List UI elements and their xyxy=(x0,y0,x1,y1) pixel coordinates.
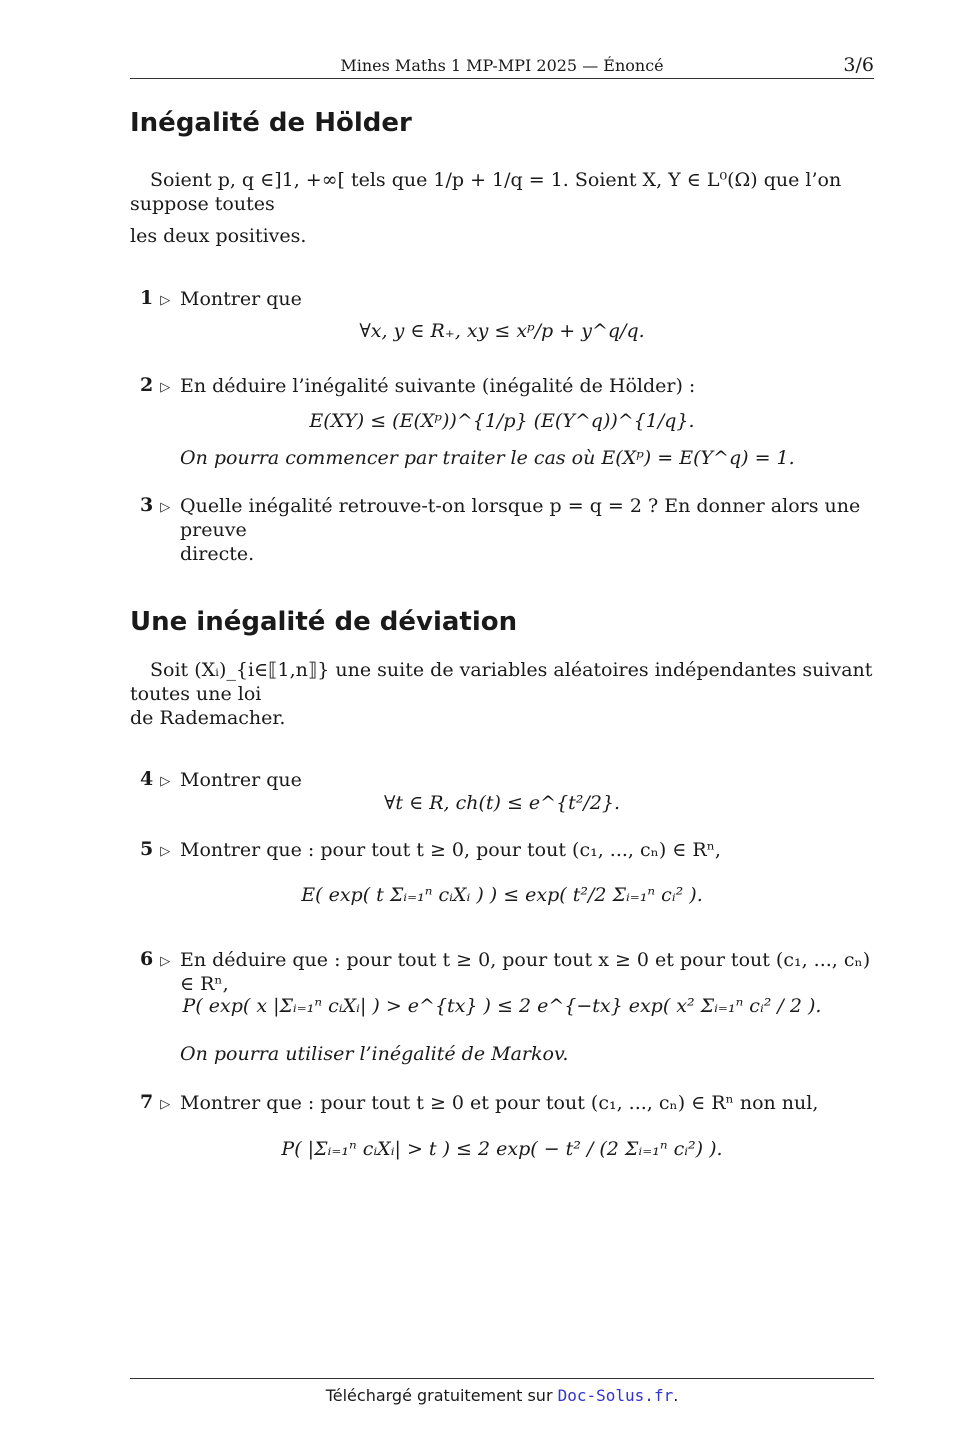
question-text: Montrer que xyxy=(180,769,302,791)
question-text: En déduire que : pour tout t ≥ 0, pour tout x ≥ 0 et pour tout (c₁, ..., cₙ) ∈ Rⁿ, xyxy=(180,949,871,995)
question-number: 6 ▷ xyxy=(140,948,171,970)
triangle-icon: ▷ xyxy=(160,500,171,515)
question-number: 5 ▷ xyxy=(140,838,171,860)
formula: P( exp( x |Σᵢ₌₁ⁿ cᵢXᵢ| ) > e^{tx} ) ≤ 2 e^{−tx} exp( x² Σᵢ₌₁ⁿ cᵢ² / 2 ). xyxy=(182,995,822,1017)
question-number: 1 ▷ xyxy=(140,287,171,309)
question-text: Montrer que : pour tout t ≥ 0 et pour tout (c₁, ..., cₙ) ∈ Rⁿ non nul, xyxy=(180,1092,819,1114)
question-number: 4 ▷ xyxy=(140,768,171,790)
question-number: 7 ▷ xyxy=(140,1091,171,1113)
footer-end: . xyxy=(673,1386,679,1405)
formula: P( |Σᵢ₌₁ⁿ cᵢXᵢ| > t ) ≤ 2 exp( − t² / (2 Σᵢ₌₁ⁿ cᵢ²) ). xyxy=(281,1138,723,1160)
question-number: 2 ▷ xyxy=(140,374,171,396)
formula: ∀t ∈ R, ch(t) ≤ e^{t²/2}. xyxy=(383,792,621,814)
intro-line: de Rademacher. xyxy=(130,707,286,729)
intro-line: Soit (Xᵢ)_{i∈⟦1,n⟧} une suite de variables aléatoires indépendantes suivant toutes une loi xyxy=(130,659,873,705)
footer-text: Téléchargé gratuitement sur xyxy=(325,1386,553,1405)
question-hint: On pourra commencer par traiter le cas où E(Xᵖ) = E(Y^q) = 1. xyxy=(180,447,795,469)
triangle-icon: ▷ xyxy=(160,954,171,969)
question-text: Montrer que : pour tout t ≥ 0, pour tout (c₁, ..., cₙ) ∈ Rⁿ, xyxy=(180,839,721,861)
intro-line: Soient p, q ∈]1, +∞[ tels que 1/p + 1/q = 1. Soient X, Y ∈ L⁰(Ω) que l’on suppose toutes xyxy=(130,169,842,215)
question-hint: On pourra utiliser l’inégalité de Markov. xyxy=(180,1043,569,1065)
question-number: 3 ▷ xyxy=(140,494,171,516)
question-text: Quelle inégalité retrouve-t-on lorsque p = q = 2 ? En donner alors une preuve directe. xyxy=(180,495,861,565)
page-footer xyxy=(130,1386,874,1405)
section-title-deviation: Une inégalité de déviation xyxy=(130,607,518,637)
header-title: Mines Maths 1 MP-MPI 2025 — Énoncé xyxy=(340,56,664,75)
triangle-icon: ▷ xyxy=(160,293,171,308)
section-intro-holder xyxy=(130,168,874,248)
page-number: 3/6 xyxy=(843,54,874,76)
formula: ∀x, y ∈ R₊, xy ≤ xᵖ/p + y^q/q. xyxy=(359,320,645,342)
triangle-icon: ▷ xyxy=(160,774,171,789)
intro-line: les deux positives. xyxy=(130,225,307,247)
page-header xyxy=(130,54,874,79)
question-text: Montrer que xyxy=(180,288,302,310)
section-title-holder: Inégalité de Hölder xyxy=(130,108,412,138)
triangle-icon: ▷ xyxy=(160,1097,171,1112)
triangle-icon: ▷ xyxy=(160,844,171,859)
question-text: En déduire l’inégalité suivante (inégalité de Hölder) : xyxy=(180,375,696,397)
formula: E( exp( t Σᵢ₌₁ⁿ cᵢXᵢ ) ) ≤ exp( t²/2 Σᵢ₌₁ⁿ cᵢ² ). xyxy=(301,884,703,906)
formula: E(XY) ≤ (E(Xᵖ))^{1/p} (E(Y^q))^{1/q}. xyxy=(309,410,695,432)
doc-solus-link[interactable]: Doc-Solus.fr xyxy=(557,1386,674,1405)
section-intro-deviation xyxy=(130,658,874,730)
footer-divider xyxy=(130,1378,874,1379)
triangle-icon: ▷ xyxy=(160,380,171,395)
